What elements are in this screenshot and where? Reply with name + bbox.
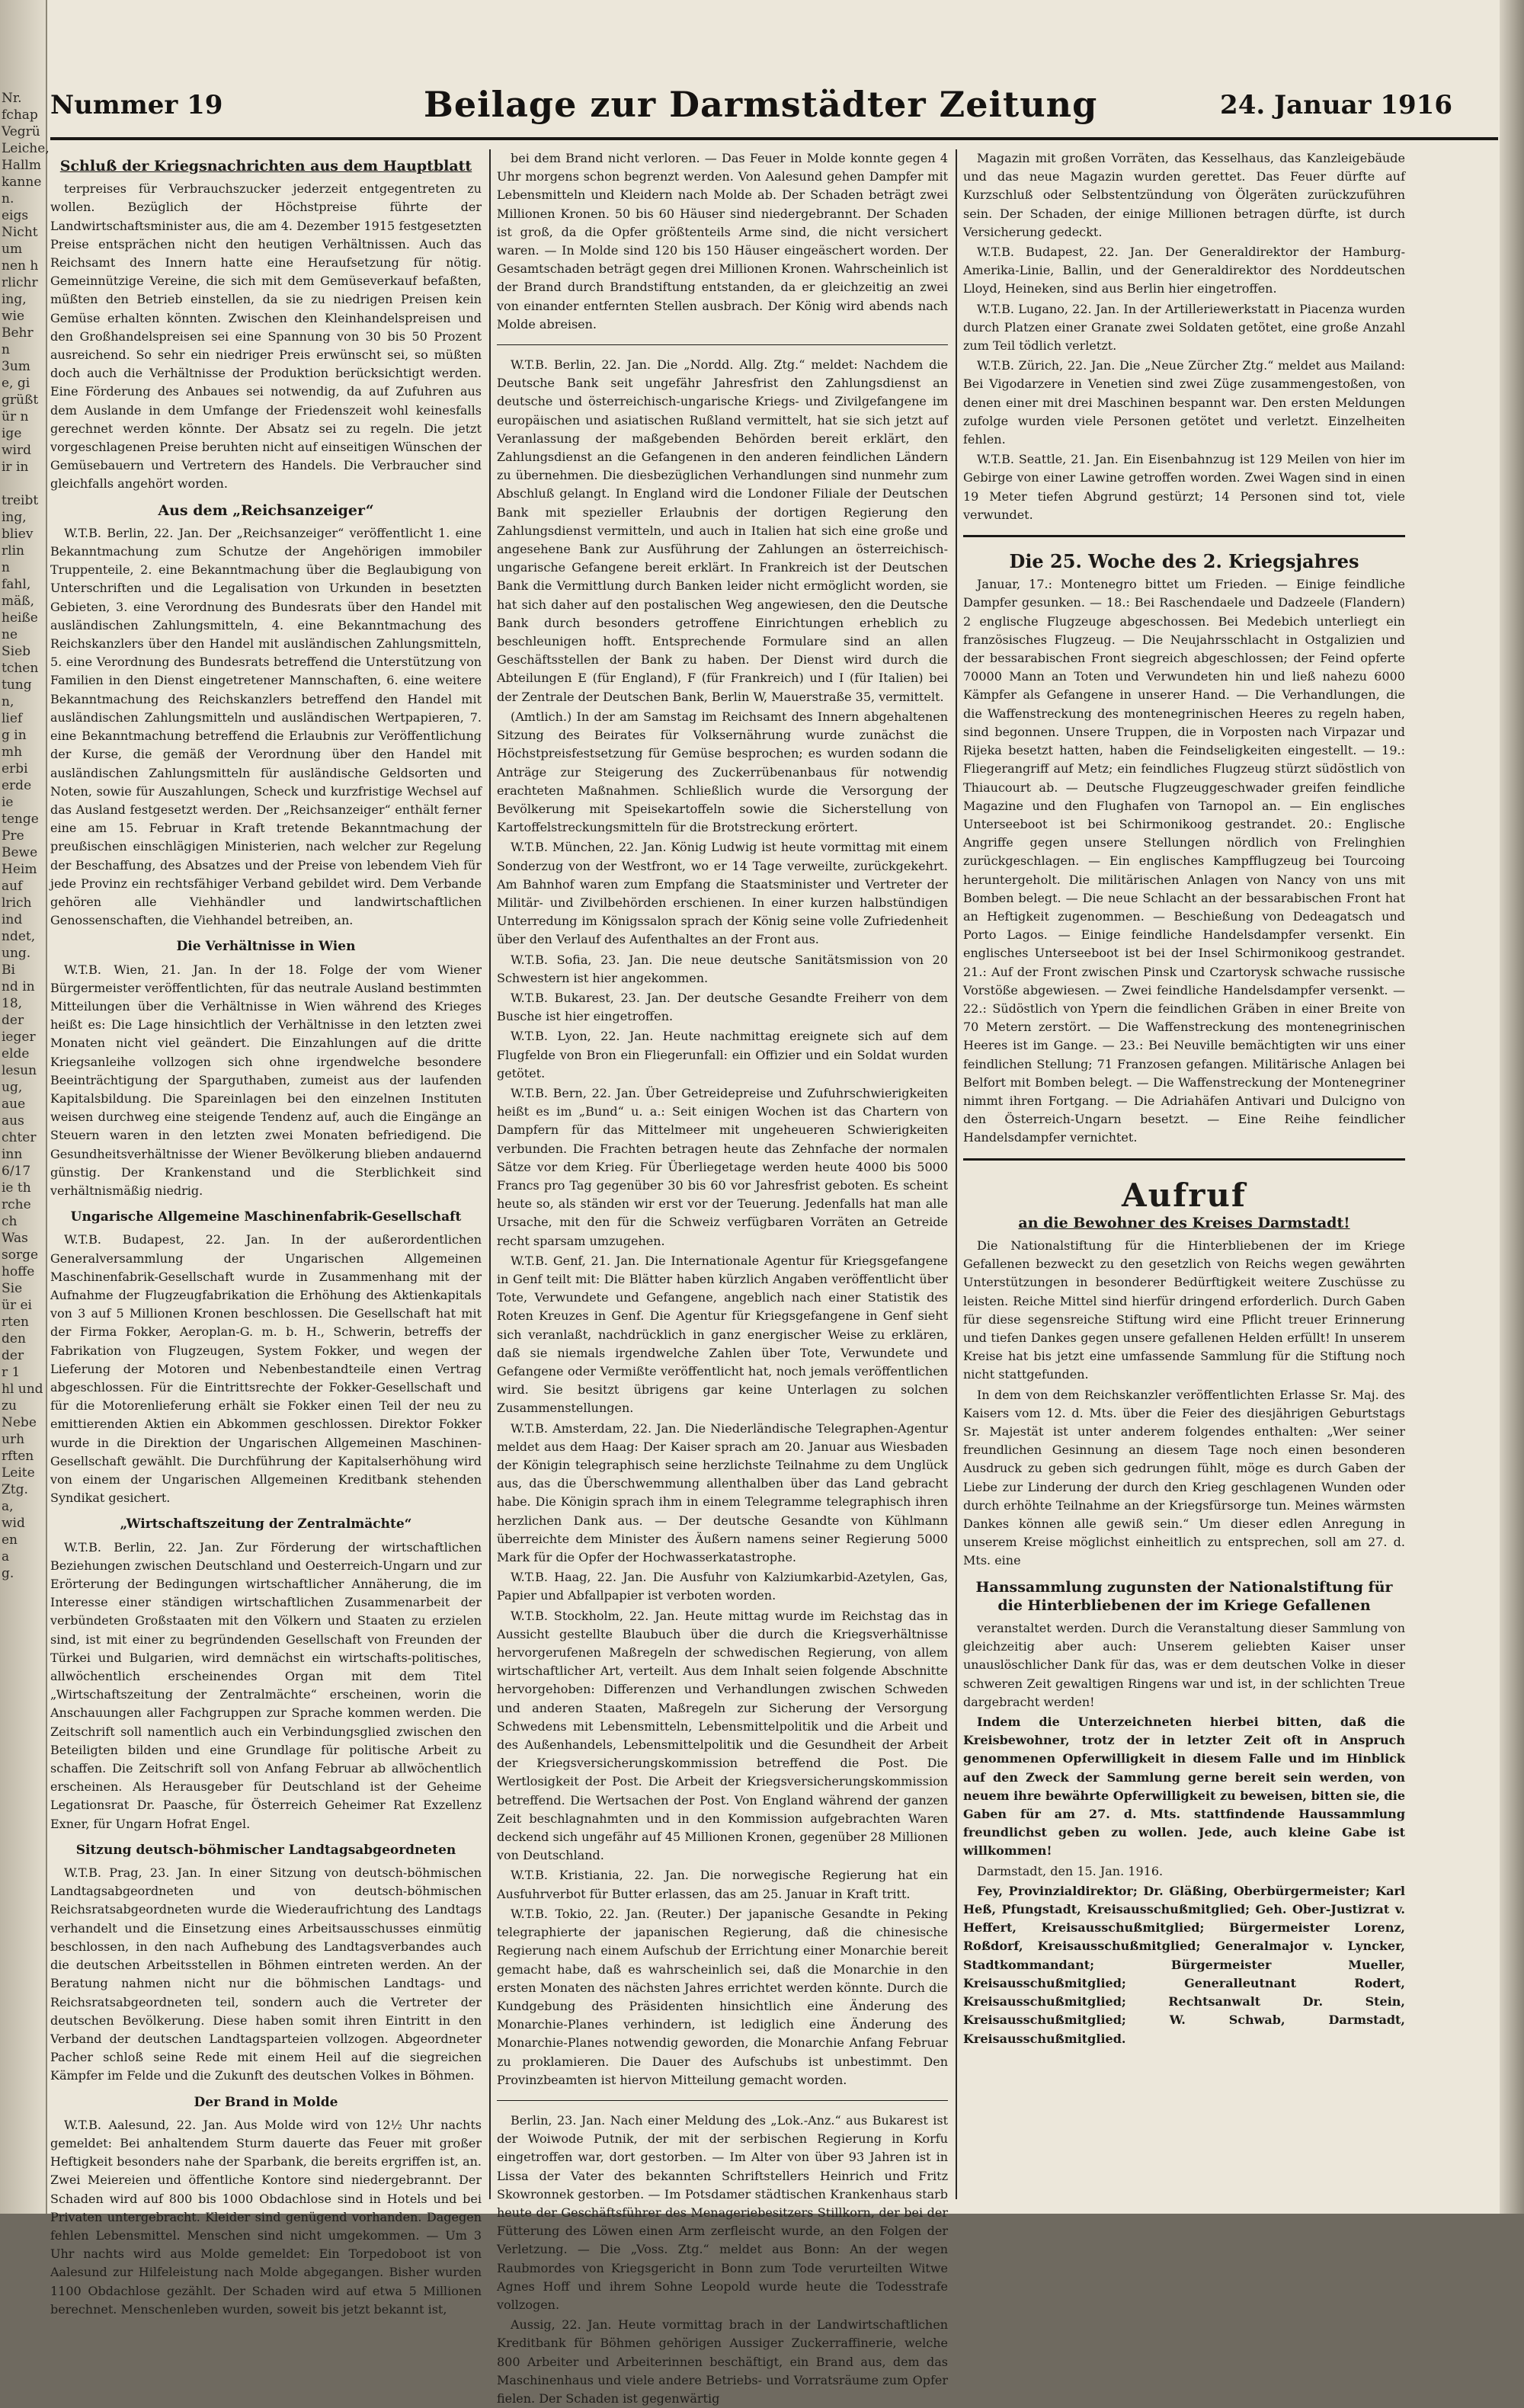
section-rule	[963, 1158, 1405, 1161]
gutter-fragment: 18,	[2, 996, 23, 1011]
gutter-fragment: ür ei	[2, 1298, 32, 1313]
article-paragraph: W.T.B. Stockholm, 22. Jan. Heute mittag wurde im Reichstag das in Aussicht gestellte Blaubuch über die durch die Kriegsverhältnisse hervorgerufenen Maßregeln der schwedischen Regierung, von allem wirtschaftlicher Art, verteilt. Aus dem Inhalt seien folgende Abschnitte hervorgehoben: Differenzen und Verhandlungen zwischen Schweden und anderen Staaten, Maßregeln zur Sicherung der Versorgung Schwedens mit Lebensmitteln, Lebensmittelpolitik und die Arbeit und des Außenhandels, Lebensmittelpolitik und die Gesundheit der Arbeit der Kriegsversicherungskommission betreffend die Post. Die Wertlosigkeit der Post. Die Arbeit der Kriegsversicherungskommission betreffend. Die Wertsachen der Post. Von England während der ganzen Zeit beschlagnahmten und in den Kommission aufgebrachten Waren deckend sich ungefähr auf 45 Millionen Kronen, gegenüber 28 Millionen von Deutschland.	[497, 1608, 948, 1863]
gutter-fragment: ndet,	[2, 929, 36, 944]
article-paragraph: terpreises für Verbrauchszucker jederzeit entgegentreten zu wollen. Bezüglich der Höchstpreise führte der Landwirtschaftsminister aus, die am 4. Dezember 1915 festgesetzten Preise entsprächen nicht den heutigen Verhältnissen. Auch das Reichsamt des Innern hatte eine Heraufsetzung für nötig. Gemeinnützige Vereine, die sich mit dem Gemüseverkauf befaßten, müßten den Betrieb einstellen, da sie zu niedrigen Preisen kein Gemüse erhalten könnten. Zwischen den Kleinhandelspreisen und den Großhandelspreisen sei eine Spannung von 30 bis 50 Prozent ausreichend. So sehr ein niedriger Preis erwünscht sei, so müßten doch auch die Verhältnisse der Produktion berücksichtigt werden. Eine Förderung des Anbaues sei notwendig, da auf Zufuhren aus dem Auslande in dem Umfange der Friedenszeit wohl keinesfalls gerechnet werden könnte. Der Absatz sei zu regeln. Die jetzt vorgeschlagenen Preise beruhten nicht auf einseitigen Wünschen der Gemüsebauern und Vertretern des Handels. Die Verbraucher sind gleichfalls angehört worden.	[50, 181, 482, 492]
article-paragraph: W.T.B. Genf, 21. Jan. Die Internationale Agentur für Kriegsgefangene in Genf teilt mit: Die Blätter haben kürzlich Angaben veröffentlicht über Tote, Verwundete und Gefangene, angeblich nach einer Statistik des Roten Kreuzes in Genf. Die Agentur für Kriegsgefangene in Genf sieht sich veranlaßt, nachdrücklich in ganz energischer Weise zu erklären, daß sie niemals irgendwelche Zahlen über Tote, Verwundete und Gefangene oder Vermißte veröffentlicht hat, noch jemals veröffentlichen wird. Sie besitzt übrigens gar keine Unterlagen zu solchen Zusammenstellungen.	[497, 1253, 948, 1416]
gutter-fragment: Heim	[2, 862, 37, 877]
book-spine	[1500, 0, 1524, 2214]
article-paragraph: In dem von dem Reichskanzler veröffentlichten Erlasse Sr. Maj. des Kaisers vom 12. d. Mts. über die Feier des diesjährigen Geburtstags Sr. Majestät ist unter anderem folgendes enthalten: „Wer seiner freundlichen Gesinnung an diesem Tage noch einen besonderen Ausdruck zu geben sich gedrungen fühlt, möge es durch Gaben der Liebe zur Linderung der durch den Krieg geschlagenen Wunden oder durch erhöhte Teilnahme an der Kriegsfürsorge tun. Meines wärmsten Dankes können alle gewiß sein.“ Um dieser edlen Anregung in unserem Kreise möglichst einheitlich zu entsprechen, soll am 27. d. Mts. eine	[963, 1387, 1405, 1568]
article-paragraph: W.T.B. Sofia, 23. Jan. Die neue deutsche Sanitätsmission von 20 Schwestern ist hier angekommen.	[497, 952, 948, 985]
gutter-fragment: lesun	[2, 1063, 37, 1078]
collection-title: Hanssammlung zugunsten der Nationalstiftung für die Hinterbliebenen der im Kriege Gefallenen	[975, 1578, 1393, 1614]
article-paragraph: W.T.B. Lugano, 22. Jan. In der Artilleriewerkstatt in Piacenza wurden durch Platzen einer Granate zwei Soldaten getötet, eine große Anzahl zum Teil tödlich verletzt.	[963, 301, 1405, 354]
gutter-fragment: a	[2, 1549, 10, 1564]
article-paragraph: Magazin mit großen Vorräten, das Kesselhaus, das Kanzleigebäude und das neue Magazin wurden gerettet. Das Feuer dürfte auf Kurzschluß oder Selbstentzündung von Ölgeräten zurückzuführen sein. Der Schaden, der einige Millionen betragen dürfte, ist durch Versicherung gedeckt.	[963, 151, 1405, 239]
gutter-fragment: ie th	[2, 1180, 31, 1196]
gutter-fragment: hoffe	[2, 1264, 35, 1279]
gutter-fragment: wie	[2, 309, 25, 324]
gutter-fragment: Leite	[2, 1465, 35, 1481]
article-paragraph: W.T.B. Budapest, 22. Jan. In der außerordentlichen Generalversammlung der Ungarischen Allgemeinen Maschinenfabrik-Gesellschaft wurde in Zusammenhang mit der Aufnahme der Flugzeugfabrikation die Erhöhung des Aktienkapitals von 3 auf 5 Millionen Kronen beschlossen. Die Gesellschaft hat mit der Firma Fokker, Aeroplan-G. m. b. H., Schwerin, betreffs der Fabrikation von Flugzeugen, System Fokker, und wegen der Lieferung der Motoren und Nebenbestandteile einen Vertrag abgeschlossen. Für die Eintrittsrechte der Fokker-Gesellschaft und für die Motorenlieferung erhält sie Fokker einen Teil der neu zu emittierenden Aktien ein Abkommen geschlossen. Direktor Fokker wurde in die Direktion der Ungarischen Allgemeinen Maschinen-Gesellschaft gewählt. Die Durchführung der Kapitalserhöhung wird von einem der Ungarischen Allgemeinen Kreditbank stehenden Syndikat gesichert.	[50, 1232, 482, 1506]
gutter-fragment: heiße	[2, 610, 38, 626]
gutter-fragment: hl und	[2, 1382, 43, 1397]
gutter-fragment: eigs	[2, 208, 29, 223]
divider	[497, 344, 948, 345]
article-paragraph: bei dem Brand nicht verloren. — Das Feuer in Molde konnte gegen 4 Uhr morgens schon begrenzt werden. Von Aalesund gehen Dampfer mit Lebensmitteln und Kleidern nach Molde ab. Der Schaden beträgt zwei Millionen Kronen. 50 bis 60 Häuser sind niedergebrannt. Der Schaden ist groß, da die Opfer größtenteils Arme sind, die nicht versichert waren. — In Molde sind 120 bis 150 Häuser eingeäschert worden. Der Gesamtschaden beträgt gegen drei Millionen Kronen. Wahrscheinlich ist der Brand durch Brandstiftung entstanden, da er gleichzeitig an zwei von einander entfernten Stellen ausbrach. Der König wird abends nach Molde abreisen.	[497, 151, 948, 331]
gutter-fragment: elde	[2, 1046, 30, 1062]
gutter-fragment: 3um	[2, 359, 30, 374]
gutter-fragment: g in	[2, 728, 27, 743]
gutter-fragment: ir in	[2, 460, 29, 475]
column-1	[50, 149, 482, 2317]
article-paragraph: Die Nationalstiftung für die Hinterbliebenen der im Kriege Gefallenen bezweckt zu den gesetzlich von Reichs wegen gewährten Unterstützungen in besonderer Bedürftigkeit weitere Zuschüsse zu leisten. Reiche Mittel sind hierfür dringend erforderlich. Durch Gaben für diese segensreiche Stiftung wird eine Pflicht treuer Erinnerung und tiefen Dankes gegen unsere gefallenen Helden erfüllt! In unserem Kreise hat bis jetzt eine umfassende Sammlung für die Stiftung noch nicht stattgefunden.	[963, 1238, 1405, 1382]
gutter-fragment: sorge	[2, 1247, 39, 1263]
gutter-fragment: n	[2, 560, 10, 575]
appeal-subtitle: an die Bewohner des Kreises Darmstadt!	[1018, 1214, 1350, 1231]
section-heading: Aus dem „Reichsanzeiger“	[158, 501, 374, 519]
gutter-fragment: ing,	[2, 510, 27, 525]
article-paragraph: veranstaltet werden. Durch die Veranstaltung dieser Sammlung von gleichzeitig aber auch: Unserem geliebten Kaiser unser unauslöschlicher Dank für das, was er dem deutschen Volke in dieser schweren Zeit gewaltigen Ringens war und ist, in der schlichten Treue dargebracht werden!	[963, 1621, 1405, 1709]
gutter-fragment: tchen	[2, 661, 39, 676]
gutter-fragment: mäß,	[2, 594, 35, 609]
article-paragraph: Indem die Unterzeichneten hierbei bitten, daß die Kreisbewohner, trotz der in letzter Zeit oft in Anspruch genommenen Opferwilligkeit in diesem Falle und im Hinblick auf den Zweck der Sammlung gerne bereit sein werden, von neuem ihre bewährte Opferwilligkeit zu beweisen, bitten sie, die Gaben für am 27. d. Mts. stattfindende Haussammlung freundlichst geben zu wollen. Jede, auch kleine Gabe ist willkommen!	[963, 1715, 1405, 1859]
section-heading: Schluß der Kriegsnachrichten aus dem Hauptblatt	[59, 158, 472, 175]
article-paragraph: W.T.B. Aalesund, 22. Jan. Aus Molde wird von 12½ Uhr nachts gemeldet: Bei anhaltendem Sturm dauerte das Feuer mit großer Heftigkeit besonders nahe der Sparbank, die bereits ergriffen ist, an. Zwei Meiereien und öffentliche Kontore sind niedergebrannt. Der Schaden wird auf 800 bis 1000 Obdachlose sind in Hotels und bei Privaten untergebracht. Kleider sind genügend vorhanden. Dagegen fehlen Lebensmittel. Menschen sind nicht umgekommen. — Um 3 Uhr nachts wird aus Molde gemeldet: Ein Torpedoboot ist von Aalesund zur Hilfeleistung nach Molde abgegangen. Bisher wurden 1100 Obdachlose gezählt. Der Schaden wird auf etwa 5 Millionen berechnet. Menschenleben wurden, soweit bis jetzt bekannt ist,	[50, 2117, 482, 2317]
gutter-fragment: ch	[2, 1214, 18, 1229]
gutter-fragment: ing,	[2, 292, 27, 307]
gutter-fragment: Was	[2, 1231, 28, 1246]
gutter-fragment: Pre	[2, 828, 24, 844]
article-paragraph: Berlin, 23. Jan. Nach einer Meldung des „Lok.-Anz.“ aus Bukarest ist der Woiwode Putnik, der mit der serbischen Regierung in Korfu eingetroffen war, dort gestorben. — Im Alter von über 93 Jahren ist in Lissa der Vater des bekannten Schriftstellers Heinrich und Fritz Skowronnek gestorben. — Im Potsdamer städtischen Krankenhaus starb heute der Geschäftsführer des Menageriebesitzers Stillkorn, der bei der Fütterung des Löwen einen Arm zerfleischt wurde, an den Folgen der Verletzung. — Die „Voss. Ztg.“ meldet aus Bonn: An der wegen Raubmordes von Kriegsgericht in Bonn zum Tode verurteilten Witwe Agnes Hoff und ihrem Sohne Leopold wurde heute die Todesstrafe vollzogen.	[497, 2112, 948, 2312]
article-paragraph: W.T.B. München, 22. Jan. König Ludwig ist heute vormittag mit einem Sonderzug von der Westfront, wo er 14 Tage verweilte, zurückgekehrt. Am Bahnhof waren zum Empfang die Staatsminister und Vertreter der Militär- und Zivilbehörden erschienen. In einer kurzen halbstündigen Unterredung im Königssalon sprach der König seine volle Zufriedenheit über den Verlauf des Aufenthaltes an der Front aus.	[497, 840, 948, 947]
gutter-fragment: ug,	[2, 1080, 23, 1095]
article-paragraph: W.T.B. Zürich, 22. Jan. Die „Neue Zürcher Ztg.“ meldet aus Mailand: Bei Vigodarzere in Venetien sind zwei Züge zusammengestoßen, von denen einer mit drei Maschinen bespannt war. Den ersten Meldungen zufolge wurden viele Personen getötet und verletzt. Einzelheiten fehlen.	[963, 358, 1405, 447]
gutter-fragment: zu	[2, 1398, 17, 1414]
section-rule	[963, 535, 1405, 537]
article-paragraph: W.T.B. Berlin, 22. Jan. Zur Förderung der wirtschaftlichen Beziehungen zwischen Deutschland und Oesterreich-Ungarn und zur Erörterung der Bedingungen wirtschaftlicher Annäherung, die im Interesse einer ständigen wirtschaftlichen Zusammenarbeit der verbündeten Großstaaten mit den Völkern und Staaten zu erzielen sind, ist mit einer zu begründenden Gesellschaft von Freunden der Türkei und Bulgarien, wird demnächst ein wirtschafts-politisches, allwöchentlich erscheinendes Organ mit dem Titel „Wirtschaftszeitung der Zentralmächte“ erscheinen, worin die Anschauungen aller Fachgruppen zur Sprache kommen werden. Die Zeitschrift soll namentlich auch ein Verbindungsglied zwischen den Beteiligten bilden und eine Grundlage für politische Arbeit zu schaffen. Die Zeitschrift soll von Anfang Februar ab allwöchentlich erscheinen. Als Herausgeber für Deutschland ist der Geheime Legationsrat Dr. Paasche, für Österreich Geheimer Rat Exzellenz Exner, für Ungarn Hofrat Engel.	[50, 1539, 482, 1831]
gutter-fragment: mh	[2, 744, 23, 760]
gutter-fragment: tung	[2, 677, 32, 693]
gutter-fragment: lrich	[2, 895, 32, 911]
gutter-fragment: Hallm	[2, 158, 41, 173]
gutter-fragment: n,	[2, 694, 14, 709]
article-paragraph: W.T.B. Bern, 22. Jan. Über Getreidepreise und Zufuhrschwierigkeiten heißt es im „Bund“ u. a.: Seit einigen Wochen ist das Chartern von Dampfern für das Mittelmeer mit ungeheueren Schwierigkeiten verbunden. Die Frachten betragen heute das Zehnfache der normalen Sätze vor dem Krieg. Für Überliegetage werden heute 4000 bis 5000 Francs pro Tag gegenüber 30 bis 60 vor Jahresfrist geboten. Es scheint heute so, als ständen wir erst vor der Teuerung. Jedenfalls hat man alle Ursache, mit den für die Schweiz verfügbaren Vorräten an Getreide recht sparsam umzugehen.	[497, 1085, 948, 1248]
newspaper-title: Beilage zur Darmstädter Zeitung	[424, 84, 1098, 125]
gutter-fragment: den	[2, 1331, 26, 1346]
gutter-fragment: Sieb	[2, 644, 31, 659]
gutter-fragment: erde	[2, 778, 32, 793]
gutter-fragment: Behr	[2, 325, 34, 341]
weekly-review-title: Die 25. Woche des 2. Kriegsjahres	[1009, 550, 1359, 573]
column-divider	[489, 149, 491, 2199]
gutter-fragment: rlin	[2, 543, 24, 559]
gutter-fragment: um	[2, 242, 23, 257]
article-paragraph: W.T.B. Seattle, 21. Jan. Ein Eisenbahnzug ist 129 Meilen von hier im Gebirge von einer Lawine getroffen worden. Zwei Wagen sind in einen 19 Meter tiefen Abgrund gestürzt; 14 Personen sind tot, viele verwundet.	[963, 452, 1405, 522]
gutter-fragment	[0, 476, 46, 492]
section-heading: Ungarische Allgemeine Maschinenfabrik-Gesellschaft	[70, 1209, 462, 1225]
gutter-fragment: kanne	[2, 175, 42, 190]
gutter-fragment: auf	[2, 879, 23, 894]
gutter-fragment: Bi	[2, 962, 15, 978]
article-paragraph: Aussig, 22. Jan. Heute vormittag brach in der Landwirtschaftlichen Kreditbank für Böhmen gehörigen Aussiger Zuckerraffinerie, welche 800 Arbeiter und Arbeiterinnen beschäftigt, ein Brand aus, dem das Maschinenhaus und viele andere Betriebs- und Vorratsräume zum Opfer fielen. Der Schaden ist gegenwärtig	[497, 2317, 948, 2406]
article-paragraph: (Amtlich.) In der am Samstag im Reichsamt des Innern abgehaltenen Sitzung des Beirates für Volksernährung wurde zunächst die Höchstpreisfestsetzung für Gemüse besprochen; es wurden sodann die Anträge zur Steigerung des Zuckerrübenanbaus für notwendig erachteten Maßnahmen. Schließlich wurde die Versorgung der Bevölkerung mit Speisekartoffeln sowie die Sicherstellung von Kartoffelstreckungsmitteln für die Brotstreckung erörtert.	[497, 709, 948, 835]
gutter-fragment: wid	[2, 1516, 25, 1531]
previous-page-gutter	[0, 0, 50, 2214]
section-heading: Der Brand in Molde	[194, 2094, 338, 2110]
gutter-fragment: 6/17	[2, 1164, 31, 1179]
gutter-fragment: n	[2, 342, 10, 357]
article-paragraph: W.T.B. Haag, 22. Jan. Die Ausfuhr von Kalziumkarbid-Azetylen, Gas, Papier und Abfallpapier ist verboten worden.	[497, 1570, 948, 1603]
gutter-fragment: ind	[2, 912, 23, 927]
article-paragraph: W.T.B. Amsterdam, 22. Jan. Die Niederländische Telegraphen-Agentur meldet aus dem Haag: Der Kaiser sprach am 20. Januar aus Wiesbaden der Königin telegraphisch seine herzlichste Teilnahme zu dem Unglück aus, das die Überschwemmung allenthalben über das Land gebracht habe. Die Königin sprach ihm in einem Telegramme telegraphisch ihren herzlichen Dank aus. — Der deutsche Gesandte von Kühlmann überreichte dem Minister des Äußern namens seiner Regierung 5000 Mark für die Opfer der Hochwasserkatastrophe.	[497, 1420, 948, 1565]
gutter-fragment: n.	[2, 191, 14, 207]
gutter-fragment: Nebe	[2, 1415, 37, 1430]
divider	[497, 2100, 948, 2101]
gutter-fragment: rlichr	[2, 275, 38, 290]
gutter-fragment: rche	[2, 1197, 31, 1212]
gutter-fragment: ür n	[2, 409, 29, 424]
gutter-fragment: ne	[2, 627, 18, 642]
gutter-fragment: nen h	[2, 258, 39, 274]
gutter-fragment: inn	[2, 1147, 23, 1162]
gutter-fragment: Sie	[2, 1281, 23, 1296]
gutter-fragment: wird	[2, 443, 31, 458]
gutter-fragment: ieger	[2, 1029, 36, 1045]
gutter-fragment: fchap	[2, 107, 38, 123]
gutter-fragment: chter	[2, 1130, 37, 1145]
article-paragraph: W.T.B. Berlin, 22. Jan. Der „Reichsanzeiger“ veröffentlicht 1. eine Bekanntmachung zum Schutze der Angehörigen immobiler Truppenteile, 2. eine Bekanntmachung über die Beglaubigung von Unterschriften und die Legalisation von Urkunden in besetzten Gebieten, 3. eine Verordnung des Bundesrats über den Handel mit ausländischen Zahlungsmitteln, 4. eine Bekanntmachung des Reichskanzlers über den Handel mit ausländischen Zahlungsmitteln, 5. eine Verordnung des Bundesrats betreffend die Unterstützung von Familien in den Dienst eingetretener Mannschaften, 6. eine weitere Bekanntmachung des Reichskanzlers betreffend den Handel mit ausländischen Zahlungsmitteln und ausländischen Wertpapieren, 7. eine Bekanntmachung betreffend die Erlaubnis zur Veröffentlichung der Kurse, die gemäß der Verordnung über den Handel mit ausländischen Zahlungsmitteln für ausländische Geldsorten und Noten, sowie für Auszahlungen, Scheck und kurzfristige Wechsel auf das Ausland festgesetzt werden. Der „Reichsanzeiger“ enthält ferner eine am 15. Februar in Kraft tretende Bekanntmachung der preußischen einschlägigen Ministerien, nach welcher zur Regelung der Beschaffung, des Absatzes und der Preise von lebendem Vieh für jede Provinz ein rechtsfähiger Verband gebildet wird. Dem Verbande gehören alle Viehhändler und landwirtschaftlichen Genossenschaften, die Viehhandel betreiben, an.	[50, 525, 482, 928]
section-heading: Die Verhältnisse in Wien	[176, 939, 356, 955]
gutter-fragment: Vegrü	[2, 124, 40, 139]
gutter-fragment: Bewe	[2, 845, 38, 860]
gutter-fragment: tenge	[2, 812, 39, 827]
gutter-fragment: fahl,	[2, 577, 31, 592]
article-paragraph: Januar, 17.: Montenegro bittet um Frieden. — Einige feindliche Dampfer gesunken. — 18.: Bei Raschendaele und Dadzeele (Flandern) 2 englische Flugzeuge abgeschossen. Bei Medebich unterliegt ein französisches Flugzeug. — Die Neujahrsschlacht in Ostgalizien und der bessarabischen Front siegreich abgeschlossen; der Feind opferte 70000 Mann an Toten und Verwundeten hin und ließ nahezu 6000 Kämpfer als Gefangene in unserer Hand. — Die Verhandlungen, die die Waffenstreckung des montenegrinischen Heeres zu regeln haben, sind begonnen. Unsere Truppen, die in Vorposten nach Virpazar und Rijeka besetzt hatten, haben die Feindseligkeiten eingestellt. — 19.: Fliegerangriff auf Metz; ein feindliches Flugzeug stürzt südöstlich von Thiaucourt ab. — Deutsche Flugzeuggeschwader greifen feindliche Magazine und den Flughafen von Tarnopol an. — Ein englisches Unterseeboot ist bei Schirmonikoog gestrandet. 20.: Englische Angriffe gegen unsere Stellungen nördlich von Frelinghien zurückgeschlagen. — Ein englisches Kampfflugzeug bei Tourcoing heruntergeholt. Die militärischen Anlagen von Nancy von uns mit Bomben belegt. — Die neue Schlacht an der bessarabischen Front hat an Heftigkeit zugenommen. — Beschießung von Dedeagatsch und Porto Lagos. — Einige feindliche Handelsdampfer versenkt. Ein englisches Unterseeboot ist bei der Insel Schirmonikoog gestrandet. 21.: Auf der Front zwischen Pinsk und Czartorysk schwache russische Vorstöße abgewiesen. — Zwei feindliche Handelsdampfer versenkt. — 22.: Südöstlich von Ypern die feindlichen Gräben in einer Breite von 70 Metern zerstört. — Die Waffenstreckung des montenegrinischen Heeres ist im Gange. — 23.: Bei Neuville bemächtigten wir uns einer feindlichen Stellung; 71 Franzosen gefangen. Militärische Anlagen bei Belfort mit Bomben belegt. — Die Waffenstreckung der Montenegriner nimmt ihren Fortgang. — Die Adriahäfen Antivari und Dulcigno von den Österreich-Ungarn besetzt. — Eine Reihe feindlicher Handelsdampfer vernichtet.	[963, 577, 1405, 1145]
gutter-fragment: ie	[2, 795, 14, 810]
gutter-fragment: rften	[2, 1449, 34, 1464]
gutter-fragment: g.	[2, 1566, 14, 1581]
gutter-fragment: treibt	[2, 493, 39, 508]
column-divider	[956, 149, 957, 2199]
article-paragraph: W.T.B. Kristiania, 22. Jan. Die norwegische Regierung hat ein Ausfuhrverbot für Butter erlassen, das am 25. Januar in Kraft tritt.	[497, 1868, 948, 1901]
gutter-fragment: Nicht	[2, 225, 38, 240]
gutter-fragment: a,	[2, 1499, 14, 1514]
gutter-fragment: e, gi	[2, 376, 30, 391]
appeal-title: Aufruf	[1122, 1176, 1247, 1214]
dateline: Darmstadt, den 15. Jan. 1916.	[977, 1863, 1164, 1878]
gutter-fragment: en	[2, 1532, 18, 1548]
gutter-fragment: der	[2, 1348, 24, 1363]
gutter-fragment: ung.	[2, 946, 31, 961]
article-paragraph: W.T.B. Berlin, 22. Jan. Die „Nordd. Allg. Ztg.“ meldet: Nachdem die Deutsche Bank seit ungefähr Jahresfrist den Zahlungsdienst an deutsche und österreichisch-ungarische Kriegs- und Zivilgefangene im europäischen und asiatischen Rußland vermittelt, hat sie sich jetzt auf Veranlassung der maßgebenden Behörden bereit erklärt, den Zahlungsdienst an die Gefangenen in den anderen feindlichen Ländern zu übernehmen. Die diesbezüglichen Verhandlungen sind nunmehr zum Abschluß gelangt. In England wird die Londoner Filiale der Deutschen Bank mit spezieller Erlaubnis der dortigen Regierung den Zahlungsdienst vermitteln, und auch in Italien hat sich eine große und angesehene Bank zur Ausführung der Zahlungen an österreichisch-ungarische Gefangene bereit erklärt. In Frankreich ist der Deutschen Bank die Vermittlung durch Banken leider nicht ermöglicht worden, sie hat sich daher auf den postalischen Weg angewiesen, den die Deutsche Bank durch besonders getroffene Einrichtungen erheblich zu beschleunigen hofft. Entsprechende Formulare sind an allen Geschäftsstellen der Bank zu haben. Der Dienst wird durch die Abteilungen E (für England), F (für Frankreich) und I (für Italien) bei der Zentrale der Deutschen Bank, Berlin W, Mauerstraße 35, vermittelt.	[497, 357, 948, 704]
signatories: Fey, Provinzialdirektor; Dr. Gläßing, Oberbürgermeister; Karl Heß, Pfungstadt, Kreisausschußmitglied; Geh. Ober-Justizrat v. Heffert, Kreisausschußmitglied; Bürgermeister Lorenz, Roßdorf, Kreisausschußmitglied; Generalmajor v. Lyncker, Stadtkommandant; Bürgermeister Mueller, Kreisausschußmitglied; Generalleutnant Rodert, Kreisausschußmitglied; Rechtsanwalt Dr. Stein, Kreisausschußmitglied; W. Schwab, Darmstadt, Kreisausschußmitglied.	[963, 1883, 1405, 2046]
masthead	[50, 84, 1498, 130]
gutter-fragment: erbi	[2, 761, 28, 777]
column-2	[497, 149, 948, 2406]
column-3	[963, 149, 1405, 2207]
gutter-fragment: urh	[2, 1432, 25, 1447]
issue-date: 24. Januar 1916	[1220, 90, 1452, 120]
section-heading: Sitzung deutsch-böhmischer Landtagsabgeordneten	[75, 1842, 456, 1858]
article-paragraph: W.T.B. Prag, 23. Jan. In einer Sitzung von deutsch-böhmischen Landtagsabgeordneten und von deutsch-böhmischen Reichsratsabgeordneten wurde die Wiederaufrichtung des Landtags verhandelt und die Einsetzung eines Arbeitsausschusses einmütig beschlossen, in den nach Aufhebung des Landtagsverbandes auch die deutschen Arbeitsstellen in Böhmen eintreten werden. An der Beratung nahmen nicht nur die böhmischen Landtags- und Reichsratsabgeordneten teil, sondern auch die Vertreter der deutschen Bevölkerung. Diese haben somit ihren Eintritt in den Verband der deutschen Landtagsparteien vollzogen. Abgeordneter Pacher schloß seine Rede mit einem Heil auf die siegreichen Kämpfer im Felde und die Zukunft des deutschen Volkes in Böhmen.	[50, 1865, 482, 2083]
gutter-fragment: der	[2, 1013, 24, 1028]
article-paragraph: W.T.B. Bukarest, 23. Jan. Der deutsche Gesandte Freiherr von dem Busche ist hier eingetroffen.	[497, 990, 948, 1024]
masthead-rule	[50, 137, 1498, 140]
gutter-fragment: lief	[2, 711, 23, 726]
gutter-fragment: Ztg.	[2, 1482, 28, 1497]
gutter-fragment: bliev	[2, 527, 34, 542]
section-heading: „Wirtschaftszeitung der Zentralmächte“	[120, 1516, 412, 1532]
gutter-fragment: Nr.	[2, 91, 22, 106]
article-paragraph: W.T.B. Lyon, 22. Jan. Heute nachmittag ereignete sich auf dem Flugfelde von Bron ein Fliegerunfall: ein Offizier und ein Soldat wurden getötet.	[497, 1029, 948, 1081]
article-paragraph: W.T.B. Budapest, 22. Jan. Der Generaldirektor der Hamburg-Amerika-Linie, Ballin, und der Generaldirektor des Norddeutschen Lloyd, Heineken, sind aus Berlin hier eingetroffen.	[963, 245, 1405, 296]
gutter-fragment: aus	[2, 1113, 24, 1129]
gutter-fragment: nd in	[2, 979, 35, 994]
gutter-fragment: r 1	[2, 1365, 21, 1380]
article-paragraph: W.T.B. Tokio, 22. Jan. (Reuter.) Der japanische Gesandte in Peking telegraphierte der japanischen Regierung, daß die chinesische Regierung nach einem Aufschub der Errichtung einer Monarchie bereit gemacht habe, daß es wahrscheinlich sei, daß die Monarchie in den ersten Monaten des nächsten Jahres errichtet werden könnte. Durch die Kundgebung des Präsidenten hinsichtlich eine Änderung des Monarchie-Planes verhindern, ist lediglich eine Änderung des Monarchie-Planes notwendig geworden, die Monarchie Anfang Februar zu proklamieren. Die Dauer des Aufschubs ist unbestimmt. Den Provinzbeamten ist hiervon Mitteilung gemacht worden.	[497, 1906, 948, 2087]
gutter-fragment: grüßt	[2, 392, 39, 408]
gutter-fragment: rten	[2, 1314, 29, 1330]
issue-number: Nummer 19	[50, 90, 223, 120]
gutter-fragment: aue	[2, 1097, 26, 1112]
gutter-fragment: ige	[2, 426, 22, 441]
article-paragraph: W.T.B. Wien, 21. Jan. In der 18. Folge der vom Wiener Bürgermeister veröffentlichten, für das neutrale Ausland bestimmten Mitteilungen über die Verhältnisse in Wien während des Krieges heißt es: Die Lage hinsichtlich der Verhältnisse in den letzten zwei Monaten nicht viel geändert. Die Einzahlungen auf die dritte Kriegsanleihe vollzogen sich ohne irgendwelche besondere Beeinträchtigung der Sparguthaben, zumeist aus der laufenden Kapitalsbildung. Die Spareinlagen bei den einzelnen Instituten weisen durchweg eine steigende Tendenz auf, auch die Eingänge an Steuern waren in den letzten zwei Monaten befriedigend. Die Gesundheitsverhältnisse der Wiener Bevölkerung blieben andauernd günstig. Der Krankenstand und die Sterblichkeit sind verhältnismäßig niedrig.	[50, 962, 482, 1198]
gutter-fragment: Leiche,	[2, 141, 50, 156]
